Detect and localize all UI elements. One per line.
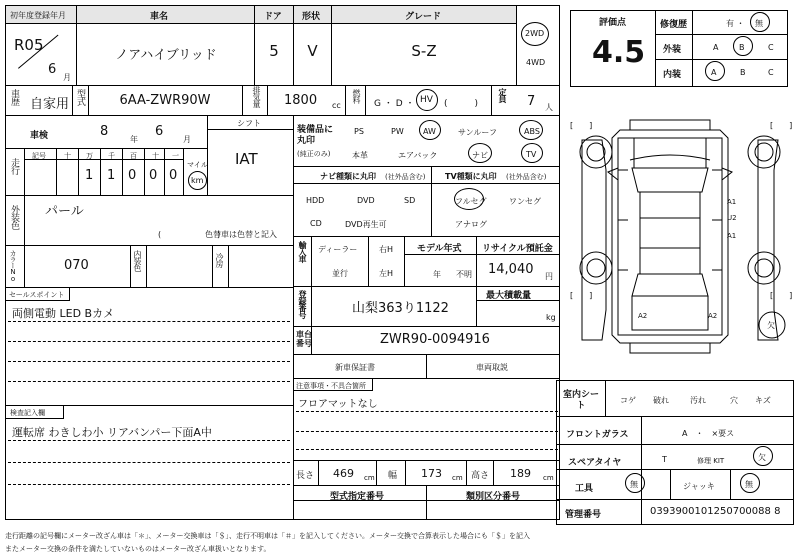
fuel-hv: HV xyxy=(420,95,433,105)
tools-label: 工具 xyxy=(575,484,594,494)
warranty-manual: 車両取説 xyxy=(476,363,508,372)
tools-value: 無 xyxy=(630,480,638,489)
recycle-label: リサイクル預託金 xyxy=(482,244,553,254)
width-unit: cm xyxy=(452,474,463,482)
mark-a1-top: A1 xyxy=(727,198,737,206)
mark-a2-right: A2 xyxy=(708,312,718,320)
color-value: パール xyxy=(45,204,84,219)
bracket-tl: [ ] xyxy=(570,121,593,130)
mileage-digit-2: 0 xyxy=(128,168,137,183)
car-name-value: ノアハイブリッド xyxy=(115,48,217,63)
color-no-label: カラーNo. xyxy=(9,250,17,289)
mark-u2: U2 xyxy=(727,214,737,222)
equip-ps: PS xyxy=(354,127,364,136)
seat-burn: コゲ xyxy=(620,396,636,405)
car-diagram xyxy=(562,100,798,380)
inspection-month: 6 xyxy=(155,124,164,139)
max-load-unit: kg xyxy=(546,313,556,322)
import-label: 輸入車 xyxy=(298,241,307,262)
exterior-opt-a: A xyxy=(713,43,719,52)
equip-leather: 本革 xyxy=(352,151,368,160)
length-unit: cm xyxy=(364,474,375,482)
score-label: 評価点 xyxy=(599,18,627,28)
navi-title: ナビ種類に丸印 xyxy=(320,172,376,181)
tv-title: TV種類に丸印 xyxy=(445,172,497,181)
mileage-digit-0: 1 xyxy=(85,168,94,183)
door-value: 5 xyxy=(269,42,279,60)
first-reg-month: 6 xyxy=(48,62,57,77)
bracket-bl: [ ] xyxy=(570,291,593,300)
exterior-opt-c: C xyxy=(768,43,774,52)
equip-airbag: エアバック xyxy=(398,151,438,160)
tv-analog: アナログ xyxy=(455,220,487,229)
use-value: 自家用 xyxy=(30,97,70,112)
interior-opt-b: B xyxy=(740,68,746,77)
mileage-digit-1: 1 xyxy=(107,168,116,183)
import-dealer: ディーラー xyxy=(318,245,358,254)
repair-no: 無 xyxy=(755,19,763,28)
mileage-digit-label-1: 万 xyxy=(86,152,93,160)
grade-label: グレード xyxy=(405,12,442,22)
mileage-digit-label-2: 千 xyxy=(108,152,115,160)
import-parallel: 並行 xyxy=(332,269,348,278)
color-no-value: 070 xyxy=(64,258,89,273)
mileage-sym-label: 記号 xyxy=(32,152,46,160)
mark-a2-left: A2 xyxy=(638,312,648,320)
mileage-label: 走行 xyxy=(9,158,19,174)
equipment-sublabel: (純正のみ) xyxy=(297,150,331,158)
drive-4wd: 4WD xyxy=(526,58,546,67)
model-year-unknown: 不明 xyxy=(456,270,472,279)
jack-label: ジャッキ xyxy=(683,482,715,491)
navi-sd: SD xyxy=(404,196,416,205)
height-unit: cm xyxy=(543,474,554,482)
recycle-unit: 円 xyxy=(545,272,553,281)
displacement-value: 1800 xyxy=(284,93,318,108)
selling-points-value: 両側電動 LED Bカメ xyxy=(12,307,115,320)
equipment-label: 装備品に丸印 xyxy=(297,125,334,146)
fuel-label: 燃料 xyxy=(352,89,361,103)
interior-opt-a: A xyxy=(711,68,717,77)
height-value: 189 xyxy=(510,467,531,480)
inspection-month-unit: 月 xyxy=(183,135,191,144)
capacity-unit: 人 xyxy=(545,103,553,112)
spare-kit: 修理 KIT xyxy=(697,457,725,465)
notes-label: 注意事項・不具合箇所 xyxy=(296,382,366,390)
width-label: 幅 xyxy=(388,471,398,481)
seat-scratch: キズ xyxy=(755,396,771,405)
exterior-label: 外装 xyxy=(663,45,682,55)
shape-value: V xyxy=(307,42,318,60)
length-label: 長さ xyxy=(296,471,315,481)
repair-label: 修復歴 xyxy=(660,20,688,30)
mileage-digit-3: 0 xyxy=(149,168,158,183)
navi-cd: CD xyxy=(310,219,322,228)
interior-opt-c: C xyxy=(768,68,774,77)
recycle-value: 14,040 xyxy=(488,262,534,277)
management-label: 管理番号 xyxy=(565,510,602,520)
mileage-digit-label-0: 十 xyxy=(64,152,71,160)
color-note: 色替車は色替と記入 xyxy=(205,230,277,239)
navi-dvd: DVD xyxy=(357,196,375,205)
door-label: ドア xyxy=(264,12,282,22)
management-value: 0393900101250700088 8 xyxy=(650,506,781,517)
mark-a1-bottom: A1 xyxy=(727,232,737,240)
mileage-digit-label-4: 十 xyxy=(152,152,159,160)
footer-line-2: またメーター交換の条件を満たしていないものはメーター改ざん車扱いとなります。 xyxy=(5,545,271,553)
first-reg-era: R05 xyxy=(14,36,44,54)
import-left: 左H xyxy=(379,269,394,278)
chassis-value: ZWR90-0094916 xyxy=(380,332,490,347)
bracket-tr: [ ] xyxy=(770,121,793,130)
first-reg-label: 初年度登録年月 xyxy=(10,11,66,20)
equip-sunroof: サンルーフ xyxy=(458,128,497,137)
grade-value: S-Z xyxy=(411,42,437,60)
model-value: 6AA-ZWR90W xyxy=(119,93,211,108)
fuel-options: G ・ D ・ xyxy=(374,99,415,109)
use-label: 車歴 xyxy=(9,89,19,105)
tv-fullseg: フルセグ xyxy=(455,197,487,206)
spare-t: T xyxy=(662,455,667,464)
inspection-year: 8 xyxy=(100,124,109,139)
car-name-label: 車名 xyxy=(150,12,169,22)
equip-navi: ナビ xyxy=(472,151,488,160)
navi-title-sub: (社外品含む) xyxy=(385,173,426,181)
inspector-value: 運転席 わきしわ小 リアバンパー下面A中 xyxy=(12,426,212,439)
spare-label: スペアタイヤ xyxy=(568,458,622,468)
warranty-new-car: 新車保証書 xyxy=(335,363,375,372)
import-right: 右H xyxy=(379,245,394,254)
mileage-digit-4: 0 xyxy=(169,168,178,183)
mileage-digit-label-5: 一 xyxy=(172,152,179,160)
shift-value: IAT xyxy=(235,150,258,168)
model-year-unit: 年 xyxy=(433,270,441,279)
tv-title-sub: (社外品含む) xyxy=(506,173,547,181)
repair-yes: 有 ・ xyxy=(726,19,745,28)
seat-tear: 破れ xyxy=(653,396,669,405)
inspection-year-unit: 年 xyxy=(130,135,138,144)
equip-aw: AW xyxy=(423,127,436,136)
shift-label: シフト xyxy=(237,119,261,128)
seat-hole: 穴 xyxy=(730,396,738,405)
jack-value: 無 xyxy=(745,480,753,489)
max-load-label: 最大積載量 xyxy=(486,291,532,301)
capacity-label: 定員 xyxy=(498,88,507,102)
model-label: 型式 xyxy=(75,89,85,105)
seat-stain: 汚れ xyxy=(690,396,706,405)
class-number-label: 類別区分番号 xyxy=(466,492,521,502)
inspector-label: 検査記入欄 xyxy=(10,409,45,417)
type-number-label: 型式指定番号 xyxy=(330,492,385,502)
registration-label: 登録番号 xyxy=(298,290,307,318)
notes-value: フロアマットなし xyxy=(298,399,378,410)
model-year-label: モデル年式 xyxy=(417,244,462,254)
mileage-digit-label-3: 百 xyxy=(130,152,137,160)
drive-2wd: 2WD xyxy=(525,29,545,38)
interior-label: 内装 xyxy=(663,70,682,80)
length-value: 469 xyxy=(333,467,354,480)
spare-missing: 欠 xyxy=(758,453,766,462)
equip-pw: PW xyxy=(391,127,404,136)
fuel-paren: ( ) xyxy=(444,99,479,109)
color-paren: ( ) xyxy=(158,230,221,239)
selling-points-label: セールスポイント xyxy=(9,291,65,299)
shape-label: 形状 xyxy=(302,12,321,22)
mark-missing: 欠 xyxy=(767,321,775,330)
displacement-unit: cc xyxy=(332,101,341,110)
windshield-value: A ・ ×要ス xyxy=(682,429,735,438)
capacity-value: 7 xyxy=(527,94,536,109)
mileage-km-label: km xyxy=(191,176,204,185)
score-value: 4.5 xyxy=(592,35,646,70)
footer-line-1: 走行距離の記号欄にメーター改ざん車は「＊」、メーター交換車は「＄」、走行不明車は「＃」を記入してください。メーター交換で合算表示した場合にも「＄」を記入 xyxy=(5,532,530,540)
equip-tv: TV xyxy=(526,150,537,159)
windshield-label: フロントガラス xyxy=(566,430,629,440)
displacement-label: 排気量 xyxy=(252,86,261,107)
navi-dvd-play: DVD再生可 xyxy=(345,220,387,229)
tv-oneseg: ワンセグ xyxy=(509,197,541,206)
registration-value: 山梨363り1122 xyxy=(352,301,449,316)
interior-seat-label: 室内シート xyxy=(562,390,599,411)
interior-color-label: 内装色 xyxy=(133,250,142,271)
height-label: 高さ xyxy=(471,471,490,481)
chassis-label: 車台番号 xyxy=(296,330,312,348)
color-label: 外装色 xyxy=(9,205,19,229)
exterior-opt-b: B xyxy=(739,43,745,52)
mileage-mile-label: マイル xyxy=(187,161,208,169)
bracket-br: [ ] xyxy=(770,291,793,300)
inspection-label: 車検 xyxy=(30,131,49,141)
first-reg-month-unit: 月 xyxy=(63,73,71,82)
navi-hdd: HDD xyxy=(306,196,325,205)
ac-label: 冷房 xyxy=(215,253,224,267)
equip-abs: ABS xyxy=(524,127,540,136)
width-value: 173 xyxy=(421,467,442,480)
